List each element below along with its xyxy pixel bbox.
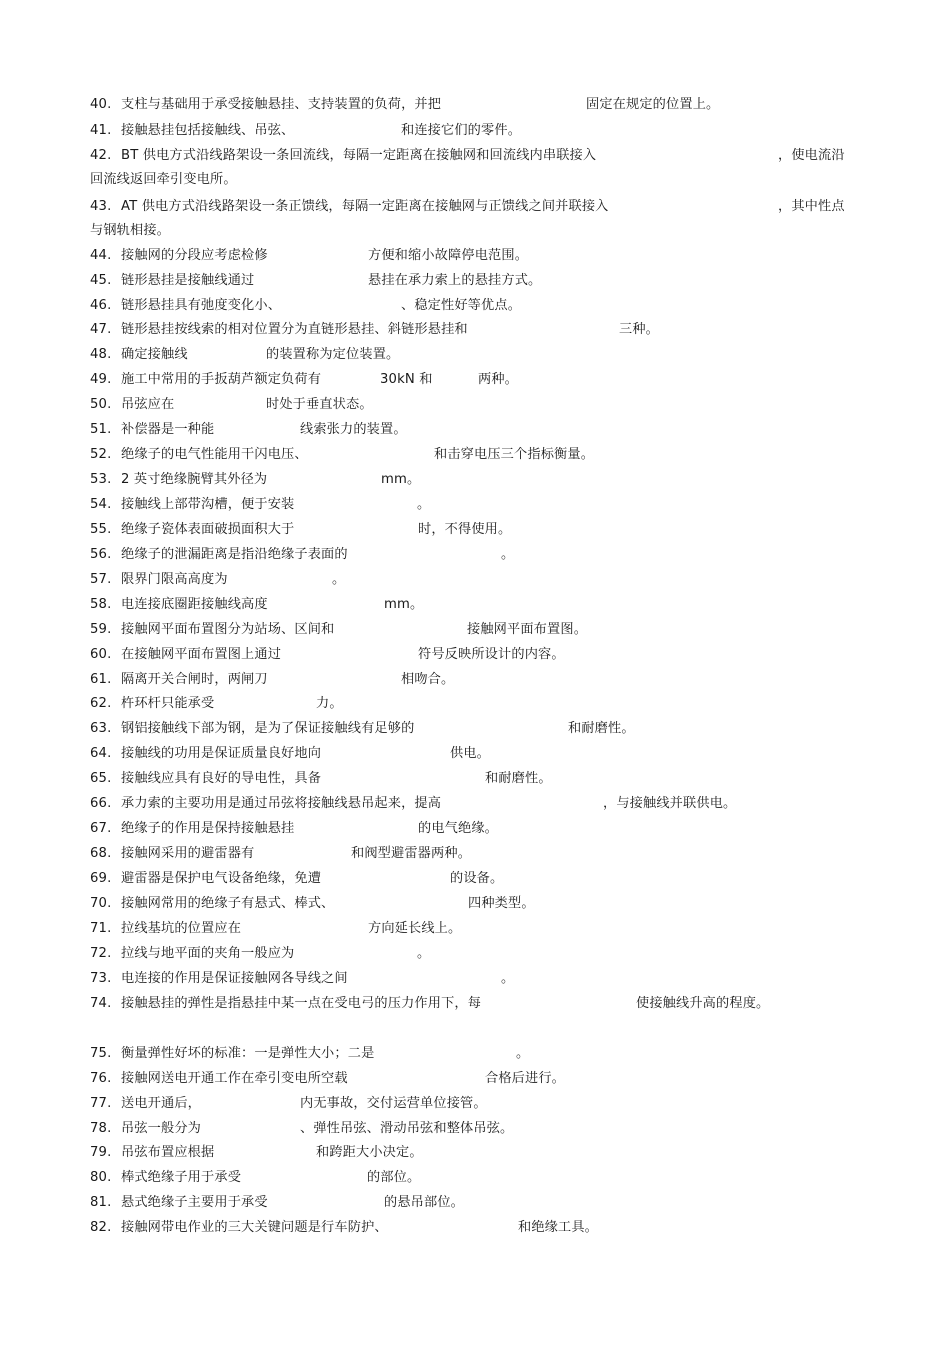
question-number: 42.: [90, 148, 112, 163]
question-text-after-blank: 供电。: [450, 746, 491, 761]
question-text-after-blank: 和跨距大小决定。: [316, 1145, 423, 1160]
question-number: 43.: [90, 199, 112, 214]
question-text: 绝缘子的泄漏距离是指沿绝缘子表面的: [121, 547, 348, 562]
question-text: 接触网采用的避雷器有: [121, 846, 255, 861]
question-number: 67.: [90, 821, 112, 836]
question-text: 支柱与基础用于承受接触悬挂、支持装置的负荷，并把: [121, 97, 442, 112]
question-number: 68.: [90, 846, 112, 861]
question-number: 41.: [90, 123, 112, 138]
question-number: 56.: [90, 547, 112, 562]
question-number: 48.: [90, 347, 112, 362]
question-text: 两种。: [478, 372, 519, 387]
question-text-after-blank: 内无事故，交付运营单位接管。: [300, 1096, 487, 1111]
question-number: 82.: [90, 1220, 112, 1235]
question-text: 棒式绝缘子用于承受: [121, 1170, 242, 1185]
question-number: 75.: [90, 1046, 112, 1061]
question-number: 76.: [90, 1071, 112, 1086]
question-number: 50.: [90, 397, 112, 412]
question-number: 45.: [90, 273, 112, 288]
question-number: 72.: [90, 946, 112, 961]
question-number: 46.: [90, 298, 112, 313]
question-text: 30kN 和: [380, 372, 433, 387]
question-text: 确定接触线: [121, 347, 188, 362]
question-text: 2 英寸绝缘腕臂其外径为: [121, 472, 268, 487]
question-text-after-blank: 固定在规定的位置上。: [586, 97, 720, 112]
question-text: 悬式绝缘子主要用于承受: [121, 1195, 268, 1210]
question-text: 接触悬挂的弹性是指悬挂中某一点在受电弓的压力作用下，每: [121, 996, 482, 1011]
question-text: 吊弦应在: [121, 397, 175, 412]
question-number: 55.: [90, 522, 112, 537]
question-number: 80.: [90, 1170, 112, 1185]
question-text-after-blank: 方便和缩小故障停电范围。: [368, 248, 529, 263]
question-text: 隔离开关合闸时，两闸刀: [121, 672, 268, 687]
question-text: 接触网的分段应考虑检修: [121, 248, 268, 263]
question-text-after-blank: 的装置称为定位装置。: [266, 347, 400, 362]
question-text-after-blank: 方向延长线上。: [368, 921, 462, 936]
question-text-continued: 与钢轨相接。: [90, 223, 171, 238]
question-text: 接触网平面布置图分为站场、区间和: [121, 622, 335, 637]
question-text: 链形悬挂按线索的相对位置分为直链形悬挂、斜链形悬挂和: [121, 322, 468, 337]
question-text-after-blank: 使接触线升高的程度。: [636, 996, 770, 1011]
question-number: 62.: [90, 696, 112, 711]
question-number: 66.: [90, 796, 112, 811]
question-text-after-blank: 和击穿电压三个指标衡量。: [434, 447, 595, 462]
question-text-after-blank: mm。: [381, 472, 421, 487]
question-number: 77.: [90, 1096, 112, 1111]
question-text-after-blank: 线索张力的装置。: [300, 422, 407, 437]
question-text: 拉线与地平面的夹角一般应为: [121, 946, 295, 961]
question-text-after-blank: mm。: [384, 597, 424, 612]
question-text-after-blank: 。: [417, 497, 431, 512]
question-text-after-blank: 时，不得使用。: [418, 522, 512, 537]
question-text-after-blank: 和阀型避雷器两种。: [351, 846, 472, 861]
question-text: 绝缘子瓷体表面破损面积大于: [121, 522, 295, 537]
question-text-after-blank: 。: [516, 1046, 530, 1061]
question-text-after-blank: 和耐磨性。: [485, 771, 552, 786]
question-text: 钢铝接触线下部为钢，是为了保证接触线有足够的: [121, 721, 415, 736]
question-number: 81.: [90, 1195, 112, 1210]
question-number: 63.: [90, 721, 112, 736]
question-text-after-blank: 和耐磨性。: [568, 721, 635, 736]
question-text: BT 供电方式沿线路架设一条回流线，每隔一定距离在接触网和回流线内串联接入: [121, 148, 597, 163]
question-text-after-blank: 、弹性吊弦、滑动吊弦和整体吊弦。: [300, 1121, 514, 1136]
question-text-after-blank: 。: [501, 971, 515, 986]
question-text: 绝缘子的作用是保持接触悬挂: [121, 821, 295, 836]
question-text-after-blank: 合格后进行。: [485, 1071, 566, 1086]
question-number: 79.: [90, 1145, 112, 1160]
question-text-after-blank: 四种类型。: [468, 896, 535, 911]
question-text-after-blank: 相吻合。: [401, 672, 455, 687]
question-number: 60.: [90, 647, 112, 662]
question-number: 74.: [90, 996, 112, 1011]
question-number: 59.: [90, 622, 112, 637]
question-text-after-blank: 符号反映所设计的内容。: [418, 647, 565, 662]
question-number: 47.: [90, 322, 112, 337]
question-number: 53.: [90, 472, 112, 487]
question-number: 40.: [90, 97, 112, 112]
question-text: 绝缘子的电气性能用干闪电压、: [121, 447, 308, 462]
question-number: 52.: [90, 447, 112, 462]
question-text: 接触网送电开通工作在牵引变电所空载: [121, 1071, 348, 1086]
question-text: 电连接底圈距接触线高度: [121, 597, 268, 612]
question-text-continued: 回流线返回牵引变电所。: [90, 172, 237, 187]
question-text-after-blank: 的悬吊部位。: [384, 1195, 465, 1210]
question-number: 65.: [90, 771, 112, 786]
question-text: 补偿器是一种能: [121, 422, 215, 437]
question-text-after-blank: ，其中性点: [778, 199, 845, 214]
question-number: 54.: [90, 497, 112, 512]
question-text-after-blank: ，与接触线并联供电。: [603, 796, 737, 811]
question-text-after-blank: 悬挂在承力索上的悬挂方式。: [368, 273, 542, 288]
question-text: 施工中常用的手扳葫芦额定负荷有: [121, 372, 322, 387]
question-number: 49.: [90, 372, 112, 387]
question-number: 61.: [90, 672, 112, 687]
question-text: 杵环杆只能承受: [121, 696, 215, 711]
question-text-after-blank: 。: [417, 946, 431, 961]
question-text: 接触网常用的绝缘子有悬式、棒式、: [121, 896, 335, 911]
question-text: 吊弦布置应根据: [121, 1145, 215, 1160]
question-text-after-blank: 力。: [316, 696, 343, 711]
question-text: 链形悬挂具有弛度变化小、: [121, 298, 282, 313]
question-text: 衡量弹性好坏的标准：一是弹性大小；二是: [121, 1046, 375, 1061]
question-text-after-blank: 三种。: [619, 322, 660, 337]
question-text: 链形悬挂是接触线通过: [121, 273, 255, 288]
question-text: 接触线应具有良好的导电性，具备: [121, 771, 322, 786]
question-text: 送电开通后，: [121, 1096, 202, 1111]
question-number: 70.: [90, 896, 112, 911]
question-text-after-blank: 的电气绝缘。: [418, 821, 499, 836]
question-text-after-blank: 时处于垂直状态。: [266, 397, 373, 412]
question-text: 避雷器是保护电气设备绝缘，免遭: [121, 871, 322, 886]
question-number: 64.: [90, 746, 112, 761]
question-text: 限界门限高高度为: [121, 572, 228, 587]
question-number: 58.: [90, 597, 112, 612]
question-text: 接触网带电作业的三大关键问题是行车防护、: [121, 1220, 388, 1235]
question-text-after-blank: 、稳定性好等优点。: [401, 298, 522, 313]
question-text-after-blank: 。: [332, 572, 346, 587]
question-number: 51.: [90, 422, 112, 437]
question-text: 接触线的功用是保证质量良好地向: [121, 746, 322, 761]
question-text-after-blank: 和连接它们的零件。: [401, 123, 522, 138]
question-number: 71.: [90, 921, 112, 936]
question-text: 电连接的作用是保证接触网各导线之间: [121, 971, 348, 986]
question-text-after-blank: ，使电流沿: [778, 148, 845, 163]
question-text: 在接触网平面布置图上通过: [121, 647, 282, 662]
question-text-after-blank: 的设备。: [450, 871, 504, 886]
question-text-after-blank: 。: [501, 547, 515, 562]
question-text: 承力索的主要功用是通过吊弦将接触线悬吊起来，提高: [121, 796, 442, 811]
question-text: AT 供电方式沿线路架设一条正馈线，每隔一定距离在接触网与正馈线之间并联接入: [121, 199, 609, 214]
question-number: 57.: [90, 572, 112, 587]
question-number: 69.: [90, 871, 112, 886]
question-text: 接触悬挂包括接触线、吊弦、: [121, 123, 295, 138]
question-text: 吊弦一般分为: [121, 1121, 202, 1136]
question-text-after-blank: 接触网平面布置图。: [467, 622, 588, 637]
question-number: 73.: [90, 971, 112, 986]
question-text: 拉线基坑的位置应在: [121, 921, 242, 936]
question-number: 44.: [90, 248, 112, 263]
question-text-after-blank: 和绝缘工具。: [518, 1220, 599, 1235]
question-text-after-blank: 的部位。: [367, 1170, 421, 1185]
question-number: 78.: [90, 1121, 112, 1136]
question-text: 接触线上部带沟槽，便于安装: [121, 497, 295, 512]
